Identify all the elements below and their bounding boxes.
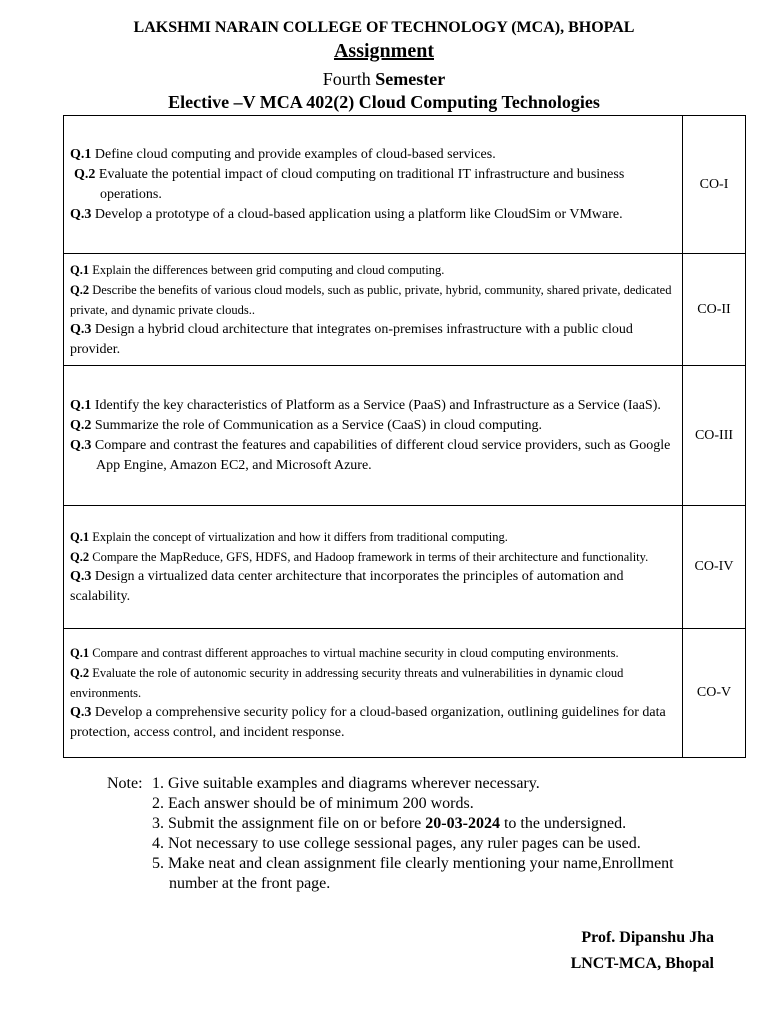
note-label: Note: xyxy=(107,775,143,792)
unit-row xyxy=(64,366,746,506)
note-item xyxy=(152,814,682,834)
questions-cell xyxy=(64,366,683,506)
question-number: Q.2 xyxy=(74,166,96,182)
question xyxy=(70,663,676,703)
course-outcome: CO-III xyxy=(683,366,746,506)
question-number: Q.3 xyxy=(70,569,92,584)
question-number: Q.1 xyxy=(70,646,90,660)
question-text: Explain the differences between grid computing and cloud computing. xyxy=(89,262,445,277)
question-number: Q.2 xyxy=(70,666,90,680)
note-item-text: to the undersigned. xyxy=(499,815,627,832)
note-item: 4. Not necessary to use college sessional pages, any ruler pages can be used. xyxy=(152,835,641,852)
question-text: Compare and contrast the features and capabilities of different cloud service providers, such as Google App Engine, Amazon EC2, and Microsoft Azure. xyxy=(91,437,671,473)
signature-name: Prof. Dipanshu Jha xyxy=(581,929,714,946)
questions-cell xyxy=(64,254,683,366)
note-item: 5. Make neat and clean assignment file clearly mentioning your name,Enrollment number at the front page. xyxy=(152,855,674,892)
question-text: Compare and contrast different approaches to virtual machine security in cloud computing environments. xyxy=(89,646,619,660)
semester-prefix: Fourth xyxy=(322,69,376,89)
college-name: LAKSHMI NARAIN COLLEGE OF TECHNOLOGY (MCA), BHOPAL xyxy=(133,19,635,36)
question-number: Q.2 xyxy=(70,282,90,297)
question xyxy=(70,567,676,607)
assignment-title: Assignment xyxy=(333,40,434,62)
question xyxy=(70,396,676,416)
question-text: Develop a comprehensive security policy for a cloud-based organization, outlining guidelines for data protection, access control, and incident response. xyxy=(70,705,666,740)
semester-line xyxy=(0,69,768,90)
note-item: 1. Give suitable examples and diagrams wherever necessary. xyxy=(152,775,540,792)
due-date: 20-03-2024 xyxy=(425,815,500,832)
note-item: 2. Each answer should be of minimum 200 words. xyxy=(152,795,474,812)
question-number: Q.2 xyxy=(70,550,90,564)
unit-row xyxy=(64,629,746,758)
question-text: Define cloud computing and provide examples of cloud-based services. xyxy=(91,146,496,162)
question-text: Summarize the role of Communication as a Service (CaaS) in cloud computing. xyxy=(91,417,543,433)
question-number: Q.1 xyxy=(70,397,92,413)
semester-word: Semester xyxy=(375,69,446,89)
questions-cell xyxy=(64,116,683,254)
question-text: Describe the benefits of various cloud models, such as public, private, hybrid, community, shared private, dedicated private, and dynamic private clouds.. xyxy=(70,282,672,317)
unit-row xyxy=(64,116,746,254)
questions-cell xyxy=(64,506,683,629)
question-number: Q.1 xyxy=(70,530,90,544)
question xyxy=(70,145,676,165)
question-number: Q.3 xyxy=(70,206,92,222)
course-outcome: CO-II xyxy=(683,254,746,366)
question-text: Design a virtualized data center architecture that incorporates the principles of automation and scalability. xyxy=(70,569,624,604)
question xyxy=(70,165,676,205)
question xyxy=(70,205,676,225)
course-outcome: CO-I xyxy=(683,116,746,254)
question-number: Q.3 xyxy=(70,437,92,453)
note-list xyxy=(152,774,682,894)
question xyxy=(70,527,676,547)
question xyxy=(70,320,676,360)
question-text: Evaluate the potential impact of cloud computing on traditional IT infrastructure and business operations. xyxy=(95,166,625,202)
questions-table xyxy=(63,115,746,758)
question-text: Explain the concept of virtualization and how it differs from traditional computing. xyxy=(89,530,508,544)
unit-row xyxy=(64,506,746,629)
question xyxy=(70,547,676,567)
question xyxy=(70,260,676,280)
question-text: Evaluate the role of autonomic security in addressing security threats and vulnerabilities in dynamic cloud environments. xyxy=(70,666,624,700)
question-text: Compare the MapReduce, GFS, HDFS, and Hadoop framework in terms of their architecture and functionality. xyxy=(89,550,649,564)
signature-org: LNCT-MCA, Bhopal xyxy=(570,955,714,972)
subject-title: Elective –V MCA 402(2) Cloud Computing Technologies xyxy=(168,92,600,112)
question-number: Q.1 xyxy=(70,262,90,277)
question xyxy=(70,703,676,743)
unit-row xyxy=(64,254,746,366)
course-outcome: CO-V xyxy=(683,629,746,758)
question-number: Q.3 xyxy=(70,705,92,720)
question xyxy=(70,643,676,663)
question xyxy=(70,280,676,320)
question-text: Develop a prototype of a cloud-based application using a platform like CloudSim or VMware. xyxy=(91,206,623,222)
questions-cell xyxy=(64,629,683,758)
question-text: Design a hybrid cloud architecture that integrates on-premises infrastructure with a public cloud provider. xyxy=(70,321,633,357)
note-item-text: 3. Submit the assignment file on or before xyxy=(152,815,426,832)
course-outcome: CO-IV xyxy=(683,506,746,629)
question xyxy=(70,436,676,476)
question-number: Q.2 xyxy=(70,417,92,433)
question-number: Q.3 xyxy=(70,321,92,337)
question-number: Q.1 xyxy=(70,146,92,162)
question-text: Identify the key characteristics of Platform as a Service (PaaS) and Infrastructure as a Service (IaaS). xyxy=(91,397,661,413)
question xyxy=(70,416,676,436)
